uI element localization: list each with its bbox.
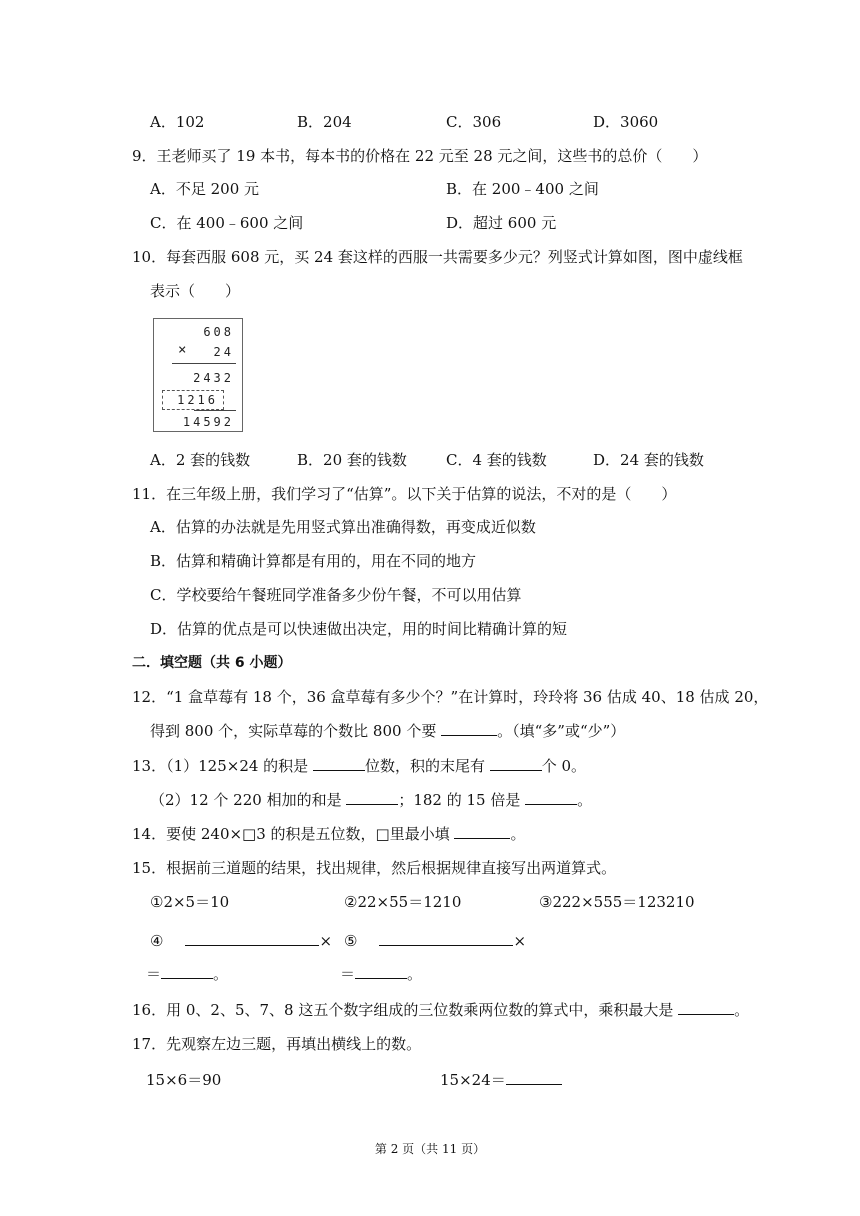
q13-blank-3[interactable] [346,790,398,805]
calc-rule-2 [194,410,236,411]
q9-option-c: C．在 400﹣600 之间 [150,214,304,232]
q11-option-b: B．估算和精确计算都是有用的，用在不同的地方 [150,552,477,570]
q13-part2-text-a: （2）12 个 220 相加的和是 [150,791,347,809]
q15-item-5-mark: ⑤ [344,932,358,950]
q15-item-4-eq: ＝ [146,965,162,983]
q10-option-c: C．4 套的钱数 [446,451,547,469]
q13-part1-text-a: 13．（1）125×24 的积是 [132,757,313,775]
calc-partial-1: 2432 [193,371,234,385]
q15-example-1: ①2×5＝10 [150,893,230,911]
q17-answer-blank[interactable] [506,1070,562,1085]
q13-part1-text-b: 位数，积的末尾有 [364,757,490,775]
q13-part1 [132,756,586,776]
q13-part1-text-c: 个 0。 [541,757,587,775]
q12-line2-text-a: 得到 800 个，实际草莓的个数比 800 个要 [150,722,442,740]
q15-item-5-times: × [513,932,527,950]
q15-example-2: ②22×55＝1210 [344,893,462,911]
q10-stem-line2: 表示（ ） [150,282,241,300]
q10-option-a: A．2 套的钱数 [150,451,251,469]
q11-option-c: C．学校要给午餐班同学准备多少份午餐，不可以用估算 [150,586,522,604]
q13-part2-text-b: ；182 的 15 倍是 [398,791,526,809]
q11-stem: 11．在三年级上册，我们学习了“估算”。以下关于估算的说法，不对的是（ ） [132,485,677,503]
calc-multiplicand: 608 [203,325,234,339]
q17-stem: 17．先观察左边三题，再填出横线上的数。 [132,1035,422,1053]
q15-item-4-blank-a[interactable] [185,931,319,946]
q9-stem: 9．王老师买了 19 本书，每本书的价格在 22 元至 28 元之间，这些书的总价（ ） [132,147,708,165]
q16-text-a: 16．用 0、2、5、7、8 这五个数字组成的三位数乘两位数的算式中，乘积最大是 [132,1001,679,1019]
page-footer: 第 2 页（共 11 页） [374,1142,486,1156]
q15-item-4 [150,931,332,951]
q14-text-b: 。 [510,825,526,843]
q14-answer-blank[interactable] [454,824,510,839]
calc-multiplier: 24 [213,345,234,359]
calc-times-sign: × [178,342,187,358]
q13-part2-text-c: 。 [577,791,593,809]
q15-item-4-blank-b[interactable] [161,964,213,979]
q15-item-5-eq: ＝ [340,965,356,983]
q16-answer-blank[interactable] [678,1000,734,1015]
q15-item-4-times: × [319,932,333,950]
q12-line2 [150,721,625,741]
calc-partial-2: 1216 [177,393,218,407]
q14-text-a: 14．要使 240×□3 的积是五位数，□里最小填 [132,825,455,843]
q14 [132,824,526,844]
calc-product: 14592 [182,415,234,429]
q17-left-equation: 15×6＝90 [146,1071,222,1089]
q13-blank-4[interactable] [525,790,577,805]
q10-option-d: D．24 套的钱数 [593,451,704,469]
q11-option-a: A．估算的办法就是先用竖式算出准确得数，再变成近似数 [150,518,536,536]
q10-stem-line1: 10．每套西服 608 元，买 24 套这样的西服一共需要多少元？列竖式计算如图，图中虚线框 [132,248,743,266]
q12-line1: 12．“1 盒草莓有 18 个，36 盒草莓有多少个？”在计算时，玲玲将 36 估成 40、18 估成 20， [132,688,769,706]
q16 [132,1000,749,1020]
q13-blank-2[interactable] [490,756,542,771]
q17-right-text: 15×24＝ [440,1071,506,1089]
q15-stem: 15．根据前三道题的结果，找出规律，然后根据规律直接写出两道算式。 [132,859,617,877]
q8-option-a: A．102 [150,113,205,131]
q17-right-equation [440,1070,562,1090]
q12-line2-text-b: 。（填“多”或“少”） [497,722,626,740]
q8-option-d: D．3060 [593,113,659,131]
q15-item-4-mark: ④ [150,932,164,950]
q8-option-b: B．204 [297,113,352,131]
q15-item-5-blank-b[interactable] [355,964,407,979]
q15-item-5-blank-a[interactable] [379,931,513,946]
q11-option-d: D．估算的优点是可以快速做出决定，用的时间比精确计算的短 [150,620,568,638]
q15-item-5-result [340,964,422,984]
q15-example-3: ③222×555＝123210 [539,893,695,911]
q12-answer-blank[interactable] [441,721,497,736]
q15-item-4-end: 。 [213,965,229,983]
q9-option-a: A．不足 200 元 [150,180,259,198]
calc-rule-1 [172,363,236,364]
q13-blank-1[interactable] [313,756,365,771]
vertical-multiplication-figure [153,318,243,432]
q9-option-d: D．超过 600 元 [446,214,557,232]
q15-item-5-end: 。 [407,965,423,983]
q13-part2 [150,790,592,810]
q9-option-b: B．在 200﹣400 之间 [446,180,599,198]
q15-item-5 [344,931,526,951]
q8-option-c: C．306 [446,113,502,131]
q16-text-b: 。 [734,1001,750,1019]
q15-item-4-result [146,964,228,984]
q10-option-b: B．20 套的钱数 [297,451,407,469]
section-title-fill-in: 二．填空题（共 6 小题） [132,655,292,671]
